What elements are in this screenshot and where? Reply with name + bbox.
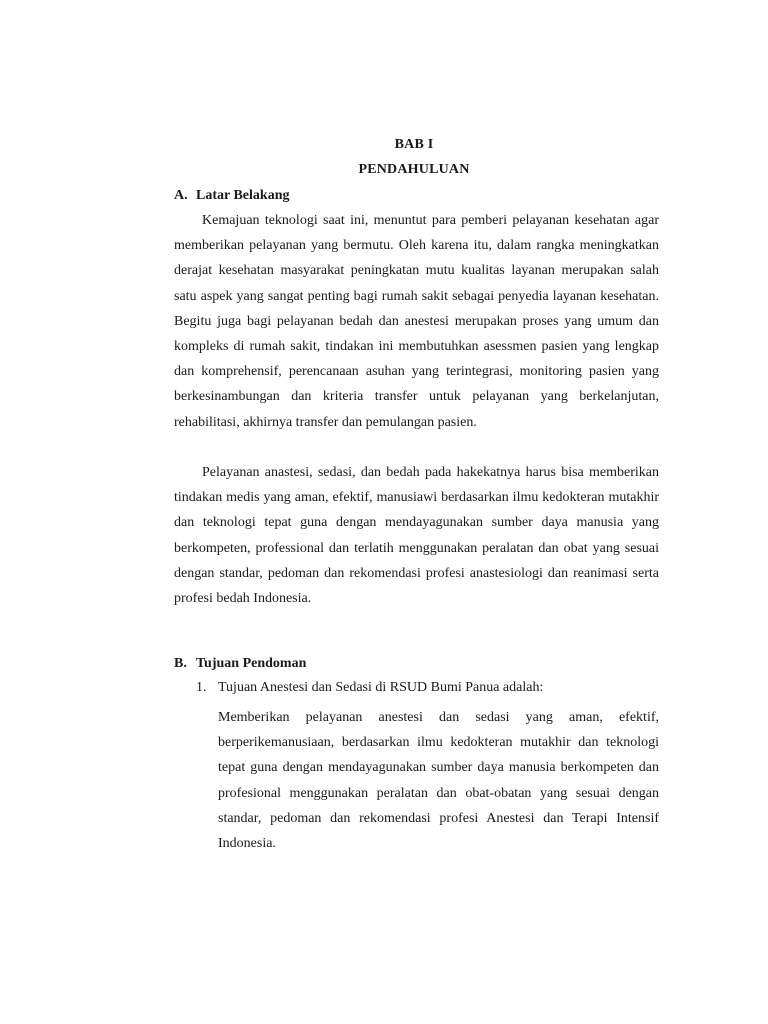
section-b-title: Tujuan Pendoman	[196, 656, 307, 671]
section-a-letter: A.	[174, 188, 188, 203]
background-paragraph-1: Kemajuan teknologi saat ini, menuntut para pemberi pelayanan kesehatan agar memberikan pelayanan yang bermutu. Oleh karena itu, dalam rangka meningkatkan derajat kesehatan masyarakat peningkatan mutu kualitas layanan merupakan salah satu aspek yang sangat penting bagi rumah sakit sebagai penyedia layanan kesehatan. Begitu juga bagi pelayanan bedah dan anestesi merupakan proses yang umum dan kompleks di rumah sakit, tindakan ini membutuhkan asessmen pasien yang lengkap dan komprehensif, perencanaan asuhan yang terintegrasi, monitoring pasien yang berkesinambungan dan kriteria transfer untuk pelayanan yang berkelanjutan, rehabilitasi, akhirnya transfer dan pemulangan pasien.	[174, 213, 659, 430]
section-a-title: Latar Belakang	[196, 188, 290, 203]
list-item-body: Memberikan pelayanan anestesi dan sedasi yang aman, efektif, berperikemanusiaan, berdasarkan ilmu kedokteran mutakhir dan teknologi tepat guna dengan mendayagunakan sumber daya manusia berkompeten dan profesional menggunakan peralatan dan obat-obatan yang sesuai dengan standar, pedoman dan rekomendasi profesi Anestesi dan Terapi Intensif Indonesia.	[218, 710, 659, 852]
section-a-heading	[174, 188, 289, 204]
chapter-title: PENDAHULUAN	[358, 162, 470, 177]
list-item-title: Tujuan Anestesi dan Sedasi di RSUD Bumi Panua adalah:	[218, 680, 544, 695]
background-paragraph-2: Pelayanan anastesi, sedasi, dan bedah pada hakekatnya harus bisa memberikan tindakan medis yang aman, efektif, manusiawi berdasarkan ilmu kedokteran mutakhir dan teknologi tepat guna dengan mendayagunakan sumber daya manusia yang berkompeten, professional dan terlatih menggunakan peralatan dan obat yang sesuai dengan standar, pedoman dan rekomendasi profesi anastesiologi dan reanimasi serta profesi bedah Indonesia.	[174, 465, 659, 607]
chapter-number: BAB I	[394, 137, 434, 152]
section-b-heading	[174, 656, 306, 672]
list-item-number: 1.	[196, 680, 207, 695]
section-b-letter: B.	[174, 656, 187, 671]
